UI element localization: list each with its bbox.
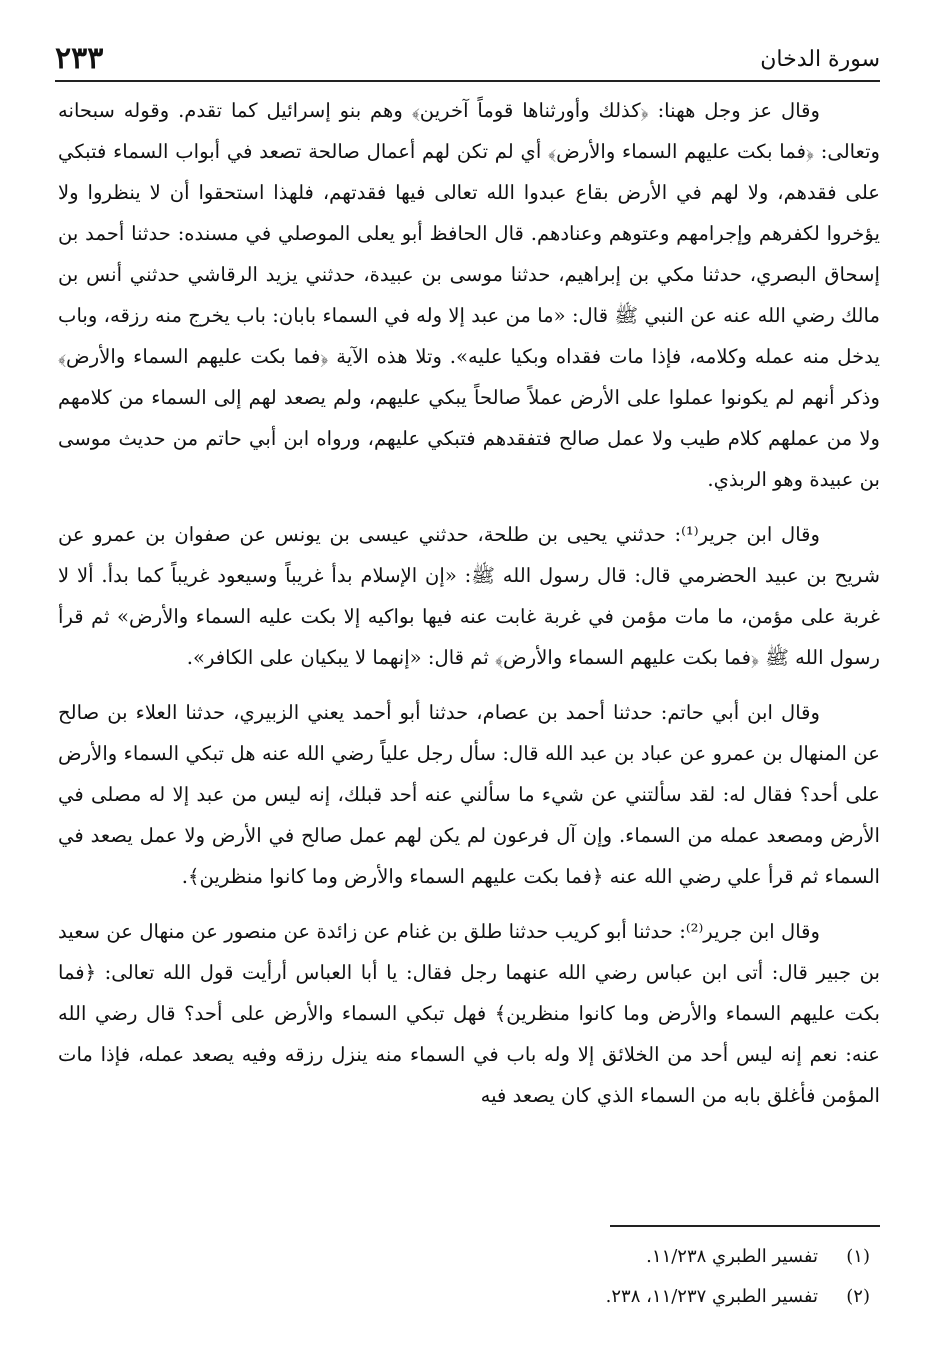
footnote-number: (١): [846, 1246, 870, 1267]
footnote-text: تفسير الطبري ١١/٢٣٨.: [646, 1246, 818, 1267]
surah-title: سورة الدخان: [760, 47, 880, 72]
page-header: [55, 28, 880, 82]
footnote-number: (٢): [846, 1286, 870, 1307]
footnote-1: [58, 1237, 870, 1277]
paragraph-3: وقال ابن أبي حاتم: حدثنا أحمد بن عصام، حدثنا أبو أحمد يعني الزبيري، حدثنا العلاء بن صالح عن المنهال بن عمرو عن عباد بن عبد الله قال: سأل رجل علياً رضي الله عنه هل تبكي السماء والأرض على أحد؟ فقال له: لقد سألتني عن شيء ما سألني عنه أحد قبلك، إنه ليس من عبد إلا له مصلى في الأرض ومصعد عمله من السماء. وإن آل فرعون لم يكن لهم عمل صالح في الأرض ولا عمل يصعد في السماء ثم قرأ علي رضي الله عنه ﴿فما بكت عليهم السماء والأرض وما كانوا منظرين﴾.: [58, 701, 880, 888]
footnote-text: تفسير الطبري ١١/٢٣٧، ٢٣٨.: [605, 1286, 818, 1307]
footnotes: [58, 1237, 870, 1317]
paragraph-4: وقال ابن جرير⁽²⁾: حدثنا أبو كريب حدثنا طلق بن غنام عن زائدة عن منصور عن منهال عن سعيد بن جبير قال: أتى ابن عباس رضي الله عنهما رجل فقال: يا أبا العباس أرأيت قول الله تعالى: ﴿فما بكت عليهم السماء والأرض وما كانوا منظرين﴾ فهل تبكي السماء والأرض على أحد؟ قال رضي الله عنه: نعم إنه ليس أحد من الخلائق إلا وله باب في السماء منه ينزل رزقه وفيه يصعد عمله، فإذا مات المؤمن فأغلق بابه من السماء الذي كان يصعد فيه: [58, 920, 880, 1107]
page-number: ٢٣٣: [55, 41, 104, 76]
paragraph-1: وقال عز وجل ههنا: ﴿كذلك وأورثناها قوماً آخرين﴾ وهم بنو إسرائيل كما تقدم. وقوله سبحانه وتعالى: ﴿فما بكت عليهم السماء والأرض﴾ أي لم تكن لهم أعمال صالحة تصعد في أبواب السماء فتبكي على فقدهم، ولا لهم في الأرض بقاع عبدوا الله تعالى فيها فقدتهم، فلهذا استحقوا أن لا ينظروا ولا يؤخروا لكفرهم وإجرامهم وعتوهم وعنادهم. قال الحافظ أبو يعلى الموصلي في مسنده: حدثنا أحمد بن إسحاق البصري، حدثنا مكي بن إبراهيم، حدثنا موسى بن عبيدة، حدثني يزيد الرقاشي حدثني أنس بن مالك رضي الله عنه عن النبي ﷺ قال: «ما من عبد إلا وله في السماء بابان: باب يخرج منه رزقه، وباب يدخل منه عمله وكلامه، فإذا مات فقداه وبكيا عليه». وتلا هذه الآية ﴿فما بكت عليهم السماء والأرض﴾ وذكر أنهم لم يكونوا عملوا على الأرض عملاً صالحاً يبكي عليهم، ولم يصعد لهم إلى السماء من كلامهم ولا من عملهم كلام طيب ولا عمل صالح فتفقدهم فتبكي عليهم، ورواه ابن أبي حاتم من حديث موسى بن عبيدة وهو الربذي.: [58, 99, 880, 491]
paragraph-2: وقال ابن جرير⁽¹⁾: حدثني يحيى بن طلحة، حدثني عيسى بن يونس عن صفوان بن عمرو عن شريح بن عبيد الحضرمي قال: قال رسول الله ﷺ: «إن الإسلام بدأ غريباً وسيعود غريباً كما بدأ. ألا لا غربة على مؤمن، ما مات مؤمن في غربة غابت عنه فيها بواكيه إلا بكت عليه السماء والأرض» ثم قرأ رسول الله ﷺ ﴿فما بكت عليهم السماء والأرض﴾ ثم قال: «إنهما لا يبكيان على الكافر».: [58, 523, 880, 669]
footnote-2: [58, 1277, 870, 1317]
footnote-divider: [610, 1225, 880, 1227]
page-body: [58, 90, 880, 1116]
